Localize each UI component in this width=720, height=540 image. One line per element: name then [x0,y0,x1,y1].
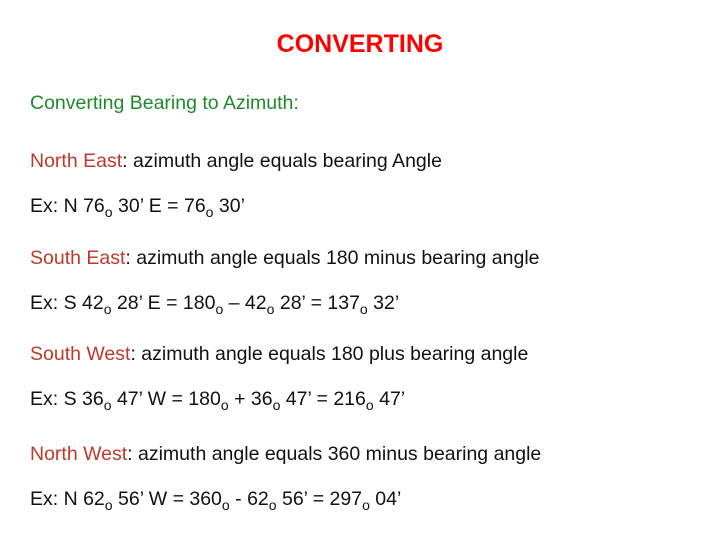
quadrant-label-south-east: South East [30,247,126,269]
example-text: 28’ = 137 [274,292,360,314]
quadrant-label-south-west: South West [30,343,131,365]
rule-north-west [30,443,541,466]
example-text: 32’ [367,292,400,314]
degree-mark: o [104,203,113,220]
degree-mark: o [103,396,112,413]
example-text: 04’ [369,488,402,510]
example-text: 47’ W = 180 [111,388,221,410]
degree-mark: o [272,396,281,413]
degree-mark: o [365,396,374,413]
example-text: 47’ = 216 [280,388,366,410]
subtitle: Converting Bearing to Azimuth: [30,92,299,114]
rule-text-south-west: : azimuth angle equals 180 plus bearing angle [130,343,529,365]
example-text: Ex: S 36 [30,388,104,410]
degree-mark: o [220,396,229,413]
degree-mark: o [104,496,113,513]
rule-south-west [30,343,528,366]
rule-text-north-east: : azimuth angle equals bearing Angle [122,150,442,172]
example-text: 28’ E = 180 [111,292,216,314]
degree-mark: o [103,300,112,317]
example-north-west [30,488,401,514]
degree-mark: o [221,496,230,513]
example-text: 30’ [213,195,245,217]
example-text: 56’ W = 360 [112,488,222,510]
degree-mark: o [268,496,277,513]
example-text: Ex: S 42 [30,292,104,314]
degree-mark: o [362,496,370,513]
degree-mark: o [359,300,368,317]
example-text: Ex: N 62 [30,488,105,510]
example-text: - 62 [229,488,269,510]
example-south-east [30,292,399,318]
example-text: 30’ E = 76 [112,195,206,217]
degree-mark: o [266,300,275,317]
degree-mark: o [215,300,224,317]
example-text: – 42 [223,292,267,314]
page-title: CONVERTING [276,30,444,58]
example-south-west [30,388,405,414]
example-text: + 36 [228,388,273,410]
example-north-east [30,195,245,221]
quadrant-label-north-east: North East [30,150,123,172]
example-text: 47’ [373,388,406,410]
degree-mark: o [205,203,214,220]
quadrant-label-north-west: North West [30,443,128,465]
example-text: Ex: N 76 [30,195,105,217]
rule-text-south-east: : azimuth angle equals 180 minus bearing angle [125,247,540,269]
rule-text-north-west: : azimuth angle equals 360 minus bearing angle [127,443,542,465]
rule-south-east [30,247,540,270]
example-text: 56’ = 297 [276,488,363,510]
rule-north-east [30,150,442,173]
